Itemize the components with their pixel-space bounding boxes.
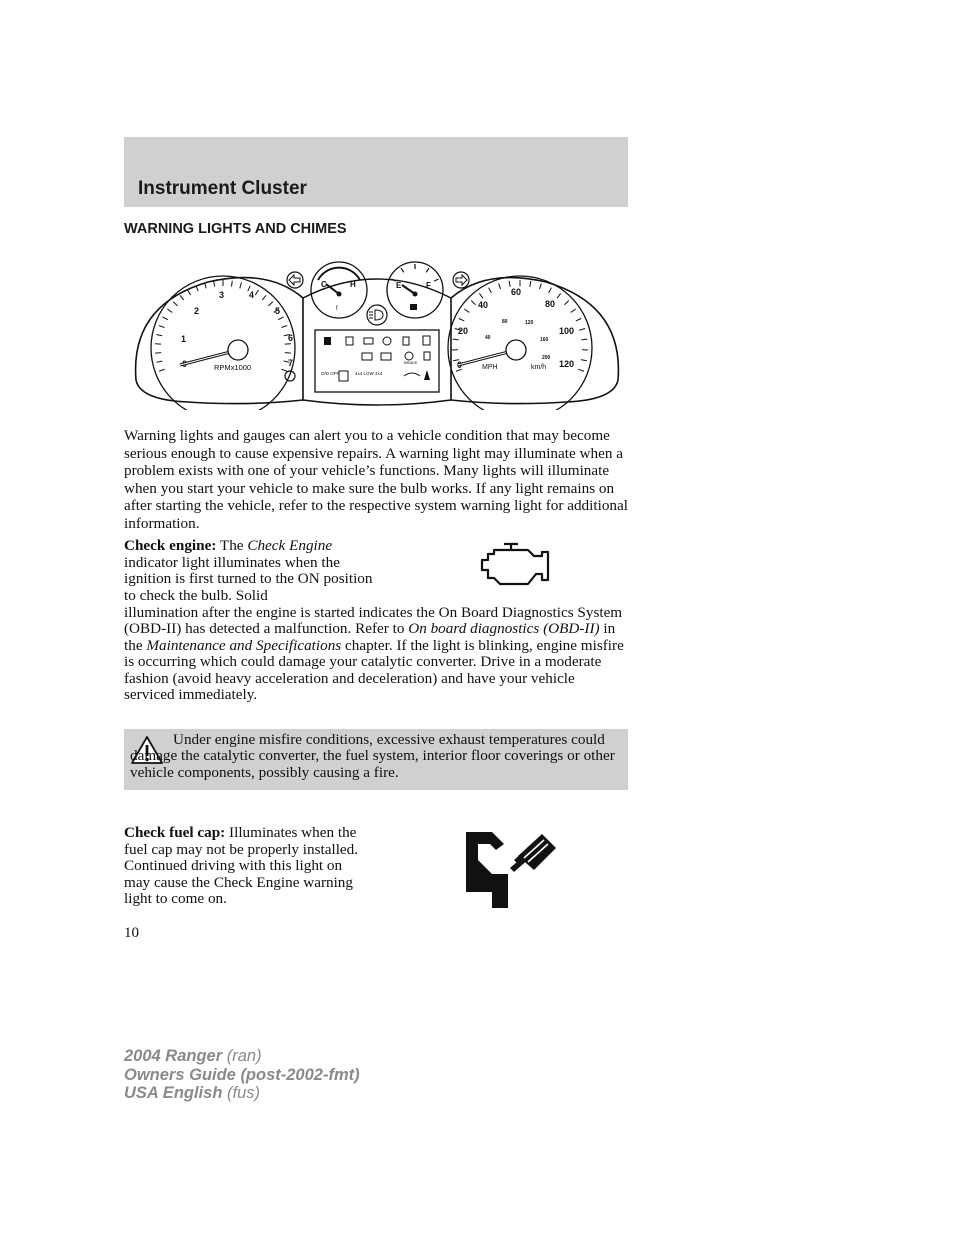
temp-hot-label: H [350, 280, 356, 289]
section-title: Instrument Cluster [138, 178, 307, 199]
gauge-tick [509, 281, 510, 287]
gauge-tick [434, 279, 439, 281]
speed-label-kmh: km/h [531, 364, 547, 371]
gauge-tick [564, 301, 568, 305]
tach-num-5: 5 [275, 306, 281, 316]
gauge-tick [499, 283, 501, 289]
gauge-tick [167, 309, 172, 312]
footer-guide: Owners Guide (post-2002-fmt) [124, 1065, 360, 1084]
check-fuel-cap-text: Illuminates when the fuel cap may not be properly installed. Continued driving with this light on may cause the Check Engine warning light to come on. [124, 824, 359, 908]
gauge-tick [549, 288, 552, 293]
intro-paragraph: Warning lights and gauges can alert you to a vehicle condition that may become serious enough to cause expensive repairs. A warning light may illuminate when a problem exists with one of your vehicle’s functions. Many lights will illuminate when you start your vehicle to make sure the bulb works. If any light remains on after starting the vehicle, refer to the respective system warning light for additional information. [124, 427, 628, 532]
footer-line-3 [124, 1084, 360, 1103]
check-engine-label: Check engine: [124, 537, 217, 554]
instrument-cluster-illustration [128, 250, 626, 410]
gauge-tick [162, 317, 167, 320]
gauge-tick [180, 295, 184, 300]
gauge-tick [571, 309, 576, 312]
tach-num-3: 3 [219, 290, 225, 300]
check-engine-text: indicator light illuminates when the ignition is first turned to the ON position to check the bulb. Solid [124, 553, 373, 604]
speed-kmh-40: 40 [485, 335, 491, 341]
warning-text: Under engine misfire conditions, excessive exhaust temperatures could damage the catalytic converter, the fuel system, interior floor coverings or other vehicle components, possibly causing a fire. [130, 731, 615, 781]
fuel-cap-icon [462, 828, 560, 910]
speed-mph-40: 40 [478, 300, 489, 310]
tach-num-6: 6 [288, 333, 294, 343]
gauge-tick [157, 361, 163, 362]
gauge-tick [282, 326, 288, 328]
gauge-tick [278, 317, 283, 320]
check-engine-text: in the [124, 620, 616, 654]
speed-label-mph: MPH [482, 364, 498, 371]
gauge-tick [231, 281, 232, 287]
speed-kmh-200: 200 [542, 355, 551, 361]
gauge-tick [530, 281, 531, 287]
check-fuel-cap-label: Check fuel cap: [124, 824, 226, 841]
indicator-od-off: O/D OFF [321, 371, 340, 376]
footer-line-1 [124, 1047, 360, 1066]
gauge-tick [262, 295, 266, 300]
page-number: 10 [124, 925, 139, 941]
gauge-tick [579, 328, 585, 330]
speed-mph-120: 120 [559, 359, 575, 369]
speed-kmh-120: 120 [525, 320, 534, 326]
check-engine-text: illumination after the engine is started indicates the On Board Diagnostics System (OBD-II) has detected a malfunction. Refer to [124, 604, 623, 638]
footer [124, 1047, 360, 1103]
subheading: WARNING LIGHTS AND CHIMES [124, 221, 347, 237]
gauge-tick [540, 283, 542, 289]
chapter-reference: Maintenance and Specifications [146, 636, 342, 654]
check-engine-paragraph-bottom [124, 605, 628, 703]
tach-label: RPMx1000 [214, 363, 252, 372]
fuel-empty-label: E [396, 281, 402, 290]
gauge-tick [401, 268, 404, 272]
check-engine-paragraph-top [124, 538, 384, 604]
gauge-tick [159, 326, 165, 328]
gauge-tick [240, 283, 242, 289]
gauge-tick [581, 360, 587, 361]
footer-model-code: (ran) [222, 1047, 262, 1065]
obd-reference: On board diagnostics (OBD-II) [408, 620, 600, 638]
speed-mph-60: 60 [511, 287, 522, 297]
tach-num-2: 2 [194, 306, 200, 316]
tach-num-4: 4 [249, 290, 255, 300]
check-fuel-cap-paragraph [124, 825, 364, 908]
tach-num-7: 7 [288, 358, 294, 368]
indicator-brake: BRAKE [404, 360, 418, 365]
speed-mph-100: 100 [559, 326, 575, 336]
gauge-tick [214, 281, 215, 287]
gauge-tick [557, 293, 561, 298]
gauge-tick [159, 369, 165, 371]
check-engine-icon [478, 540, 554, 590]
gauge-tick [576, 318, 581, 321]
gauge-tick [281, 369, 287, 371]
gauge-tick [255, 290, 258, 295]
temp-cold-label: C [321, 280, 327, 289]
gauge-tick [268, 302, 272, 306]
indicator-4x4: 4x4 [375, 371, 383, 376]
gauge-tick [471, 301, 475, 305]
fuel-full-label: F [426, 281, 431, 290]
indicator-4x4-low: 4x4 LOW [355, 371, 374, 376]
gauge-tick [581, 339, 587, 340]
check-engine-text: chapter. If the light is blinking, engine misfire is occurring which could damage your catalytic converter. Drive in a moderate fashion (avoid heavy acceleration and deceleration) and have your vehicle serviced immediately. [124, 636, 624, 704]
speed-kmh-160: 160 [540, 337, 549, 343]
gauge-tick [578, 369, 584, 371]
tach-num-1: 1 [181, 334, 187, 344]
gauge-tick [489, 288, 492, 293]
svg-text:f: f [336, 306, 338, 312]
footer-language: USA English [124, 1084, 223, 1102]
gauge-tick [464, 309, 469, 312]
speed-mph-20: 20 [458, 326, 469, 336]
gauge-tick [426, 268, 429, 272]
gauge-tick [188, 290, 191, 295]
check-engine-term: Check Engine [247, 537, 333, 554]
check-engine-text: The [216, 537, 248, 554]
gauge-tick [173, 302, 177, 306]
footer-model: 2004 Ranger [124, 1047, 223, 1065]
footer-language-code: (fus) [222, 1084, 260, 1102]
gauge-tick [479, 293, 483, 298]
gauge-tick [156, 335, 162, 336]
gauge-tick [459, 318, 464, 321]
speed-kmh-80: 80 [502, 319, 508, 325]
gauge-tick [453, 339, 459, 340]
speed-mph-80: 80 [545, 299, 556, 309]
footer-line-2 [124, 1066, 360, 1085]
